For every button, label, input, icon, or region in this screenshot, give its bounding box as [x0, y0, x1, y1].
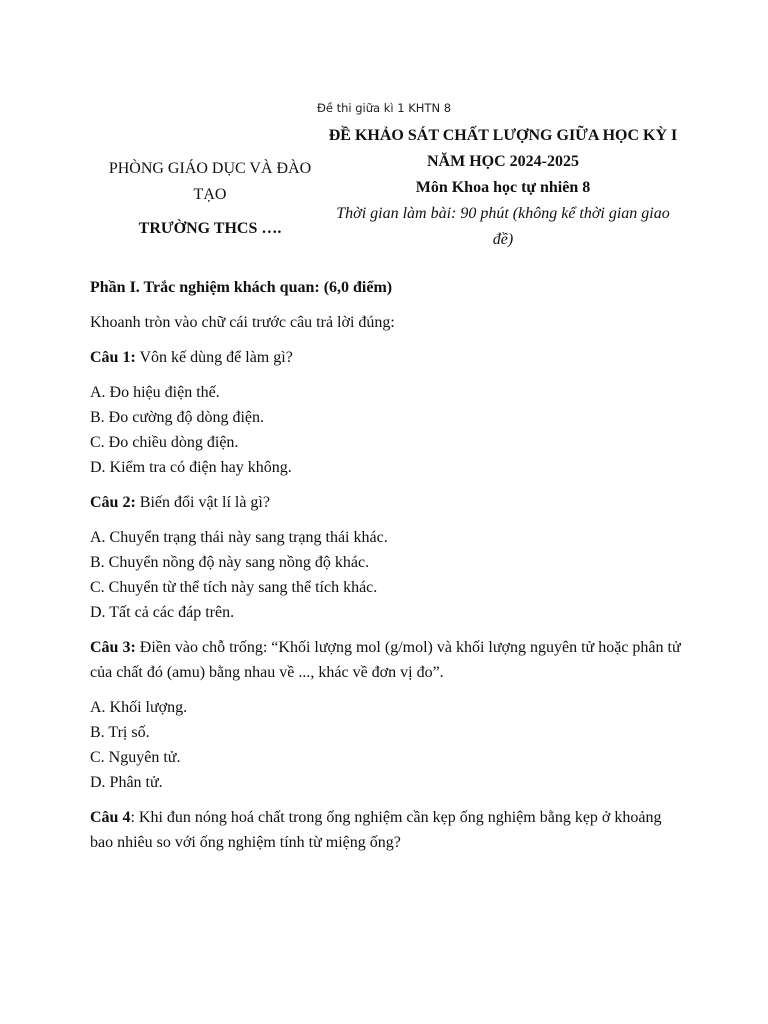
option-b: B. Đo cường độ dòng điện.: [90, 409, 265, 426]
department-name: PHÒNG GIÁO DỤC VÀ ĐÀO TẠO: [108, 160, 312, 203]
question-3: [90, 635, 686, 685]
exam-duration: Thời gian làm bài: 90 phút (không kể thời gian giao đề): [336, 205, 670, 248]
option-a: A. Khối lượng.: [90, 699, 188, 716]
option-c: C. Chuyển từ thể tích này sang thể tích khác.: [90, 579, 378, 596]
question-1: [90, 345, 686, 370]
option-d: D. Kiểm tra có điện hay không.: [90, 459, 292, 476]
header-right: [326, 123, 680, 253]
section-instruction: Khoanh tròn vào chữ cái trước câu trả lời đúng:: [90, 314, 395, 331]
options-q1: [90, 380, 686, 480]
options-q2: [90, 525, 686, 625]
question-text: Vôn kế dùng để làm gì?: [135, 349, 293, 366]
question-label: Câu 3:: [90, 639, 136, 656]
question-label: Câu 4: [90, 809, 131, 826]
question-label: Câu 2:: [90, 494, 136, 511]
option-b: B. Trị số.: [90, 724, 150, 741]
question-text: : Khi đun nóng hoá chất trong ống nghiệm cần kẹp ống nghiệm bằng kẹp ở khoảng bao nhiêu so với ống nghiệm tính từ miệng ống?: [90, 809, 662, 851]
question-2: [90, 490, 686, 515]
option-c: C. Nguyên tử.: [90, 749, 181, 766]
section-title: Phần I. Trắc nghiệm khách quan: (6,0 điểm): [90, 279, 393, 296]
question-label: Câu 1:: [90, 349, 136, 366]
options-q3: [90, 695, 686, 795]
option-d: D. Tất cả các đáp trên.: [90, 604, 235, 621]
option-a: A. Đo hiệu điện thế.: [90, 384, 220, 401]
option-a: A. Chuyển trạng thái này sang trạng thái khác.: [90, 529, 388, 546]
question-text: Biến đổi vật lí là gì?: [135, 494, 270, 511]
subject: Môn Khoa học tự nhiên 8: [415, 179, 591, 196]
exam-content: [90, 275, 686, 855]
school-year: NĂM HỌC 2024-2025: [427, 153, 579, 170]
option-d: D. Phân tử.: [90, 774, 163, 791]
question-text: Điền vào chỗ trống: “Khối lượng mol (g/mol) và khối lượng nguyên tử hoặc phân tử của chất đó (amu) bằng nhau về ..., khác về đơn vị đo”.: [90, 639, 681, 681]
option-b: B. Chuyển nồng độ này sang nồng độ khác.: [90, 554, 370, 571]
option-c: C. Đo chiều dòng điện.: [90, 434, 239, 451]
header-left: [96, 156, 324, 242]
school-name: TRƯỜNG THCS ….: [138, 220, 282, 237]
exam-title: ĐỀ KHẢO SÁT CHẤT LƯỢNG GIỮA HỌC KỲ I: [328, 127, 678, 144]
question-4: [90, 805, 686, 855]
document-caption: Đề thi giữa kì 1 KHTN 8: [316, 101, 452, 115]
